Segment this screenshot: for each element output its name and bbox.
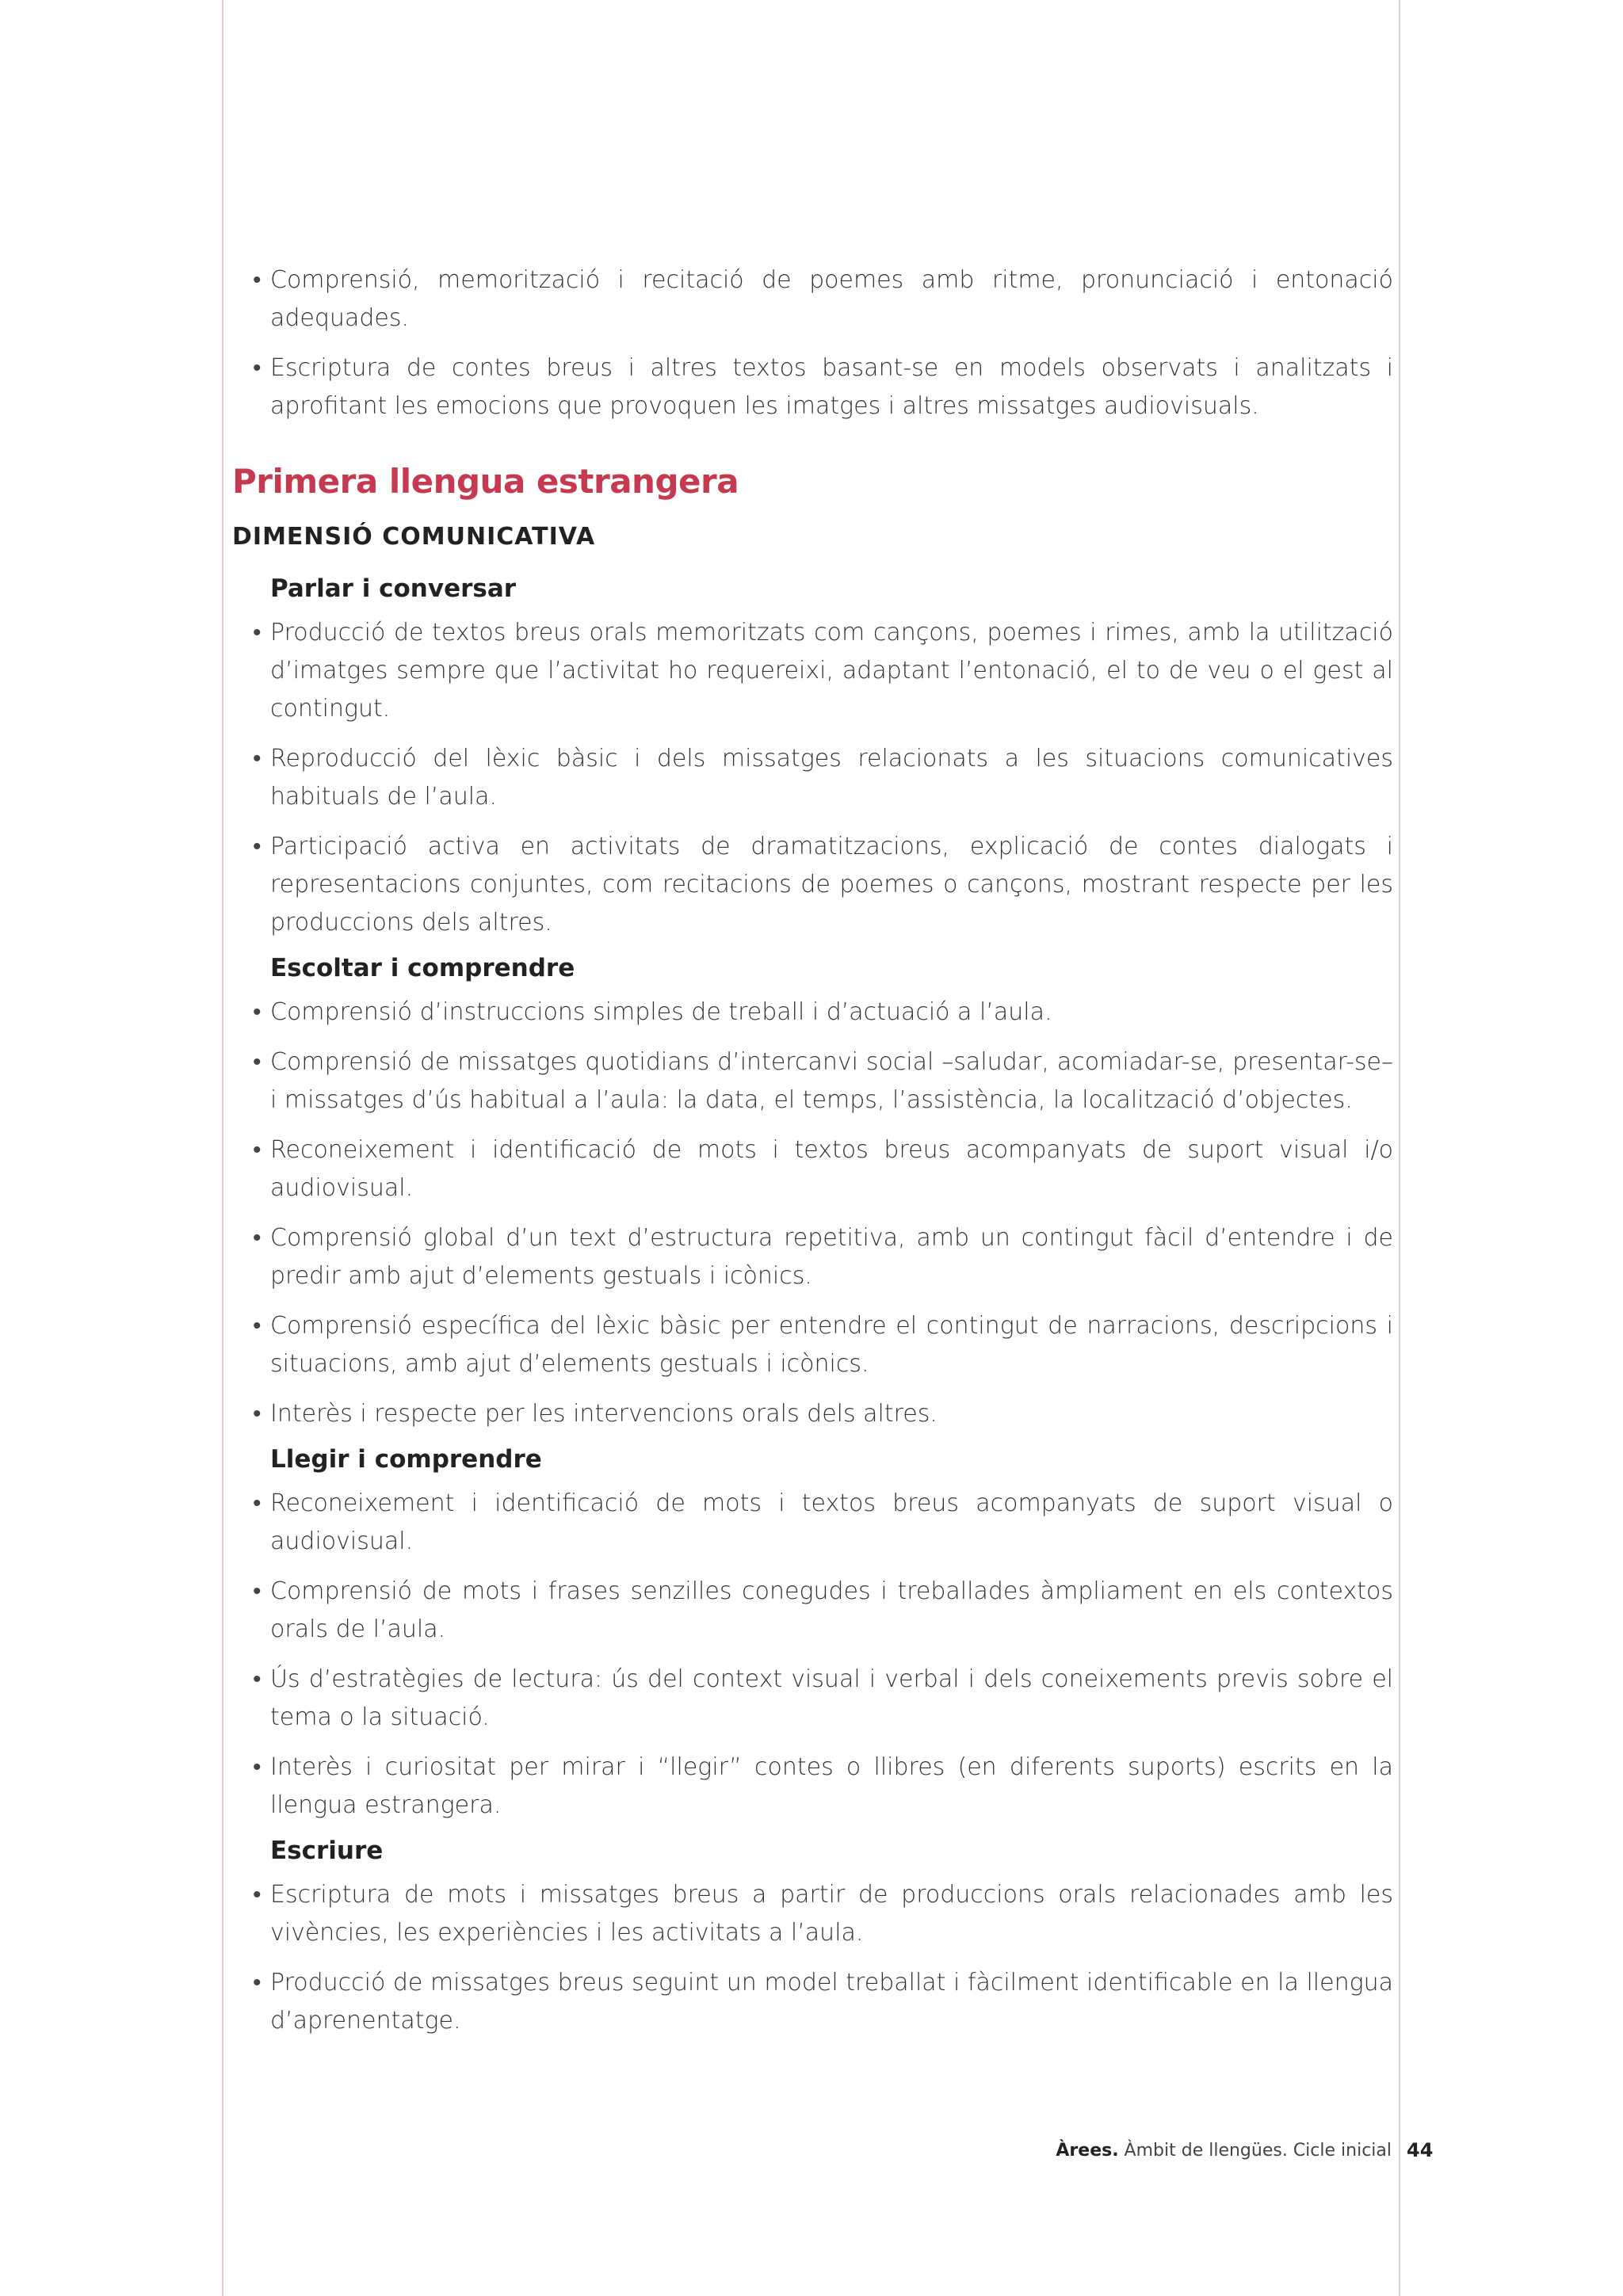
bullet-icon: • xyxy=(253,998,262,1026)
bullet-icon: • xyxy=(253,266,262,294)
subsection-list xyxy=(232,614,1393,942)
section-title: Primera llengua estrangera xyxy=(232,462,739,501)
bullet-icon: • xyxy=(253,745,262,772)
subsection-list xyxy=(232,1485,1393,1825)
dimension-title: DIMENSIÓ COMUNICATIVA xyxy=(232,523,596,551)
left-margin-rule xyxy=(222,0,223,2296)
list-item: • Reproducció del lèxic bàsic i dels missatges relacionats a les situacions comunicatives habituals de l’aula. xyxy=(232,740,1393,816)
bullet-icon: • xyxy=(253,1136,262,1164)
bullet-icon: • xyxy=(253,1048,262,1076)
bullet-icon: • xyxy=(253,1489,262,1517)
subsection-title: Escoltar i comprendre xyxy=(270,954,575,982)
bullet-icon: • xyxy=(253,1400,262,1428)
list-item: • Escriptura de mots i missatges breus a partir de produccions orals relacionades amb les vivències, les experiències i les activitats a l’aula. xyxy=(232,1876,1393,1952)
bullet-icon: • xyxy=(253,1665,262,1693)
footer-section-label: Àmbit de llengües. Cicle inicial xyxy=(1118,2141,1392,2161)
list-item: • Ús d’estratègies de lectura: ús del context visual i verbal i dels coneixements previs sobre el tema o la situació. xyxy=(232,1661,1393,1737)
list-item: • Reconeixement i identificació de mots i textos breus acompanyats de suport visual o audiovisual. xyxy=(232,1485,1393,1561)
subsection-list xyxy=(232,994,1393,1433)
bullet-icon: • xyxy=(253,1881,262,1909)
list-item: • Reconeixement i identificació de mots i textos breus acompanyats de suport visual i/o audiovisual. xyxy=(232,1131,1393,1207)
subsection-title: Escriure xyxy=(270,1836,384,1865)
bullet-icon: • xyxy=(253,1969,262,1997)
list-item: • Interès i respecte per les intervencions orals dels altres. xyxy=(232,1395,1393,1433)
list-item: • Producció de textos breus orals memoritzats com cançons, poemes i rimes, amb la utilització d’imatges sempre que l’activitat ho requereixi, adaptant l’entonació, el to de veu o el gest al contingut. xyxy=(232,614,1393,728)
list-item: • Comprensió d’instruccions simples de treball i d’actuació a l’aula. xyxy=(232,994,1393,1032)
right-margin-rule xyxy=(1399,0,1400,2296)
list-item: • Comprensió específica del lèxic bàsic per entendre el contingut de narracions, descripcions i situacions, amb ajut d’elements gestuals i icònics. xyxy=(232,1307,1393,1383)
list-item: • Participació activa en activitats de dramatitzacions, explicació de contes dialogats i representacions conjuntes, com recitacions de poemes o cançons, mostrant respecte per les produccions dels altres. xyxy=(232,828,1393,942)
bullet-icon: • xyxy=(253,619,262,646)
page-number: 44 xyxy=(1407,2139,1434,2161)
list-item: • Escriptura de contes breus i altres textos basant-se en models observats i analitzats i aprofitant les emocions que provoquen les imatges i altres missatges audiovisuals. xyxy=(232,349,1393,425)
intro-list xyxy=(232,261,1393,425)
bullet-icon: • xyxy=(253,1577,262,1605)
bullet-icon: • xyxy=(253,354,262,382)
list-item: • Comprensió, memorització i recitació de poemes amb ritme, pronunciació i entonació adequades. xyxy=(232,261,1393,338)
list-item: • Comprensió de missatges quotidians d’intercanvi social –saludar, acomiadar-se, presentar-se– i missatges d’ús habitual a l’aula: la data, el temps, l’assistència, la localització d’objectes. xyxy=(232,1043,1393,1119)
subsection-list xyxy=(232,1876,1393,2040)
list-item: • Interès i curiositat per mirar i “llegir” contes o llibres (en diferents suports) escrits en la llengua estrangera. xyxy=(232,1749,1393,1825)
subsection-title: Parlar i conversar xyxy=(270,574,517,603)
subsection-title: Llegir i comprendre xyxy=(270,1445,542,1474)
bullet-icon: • xyxy=(253,1224,262,1252)
page-content xyxy=(232,261,1393,2052)
list-item: • Comprensió global d’un text d’estructura repetitiva, amb un contingut fàcil d’entendre i de predir amb ajut d’elements gestuals i icònics. xyxy=(232,1219,1393,1295)
list-item: • Producció de missatges breus seguint un model treballat i fàcilment identificable en la llengua d’aprenentatge. xyxy=(232,1964,1393,2040)
bullet-icon: • xyxy=(253,833,262,860)
bullet-icon: • xyxy=(253,1753,262,1781)
footer-area-label: Àrees. xyxy=(1056,2141,1119,2161)
list-item: • Comprensió de mots i frases senzilles conegudes i treballades àmpliament en els contextos orals de l’aula. xyxy=(232,1573,1393,1649)
bullet-icon: • xyxy=(253,1312,262,1340)
page-footer xyxy=(1056,2141,1392,2161)
